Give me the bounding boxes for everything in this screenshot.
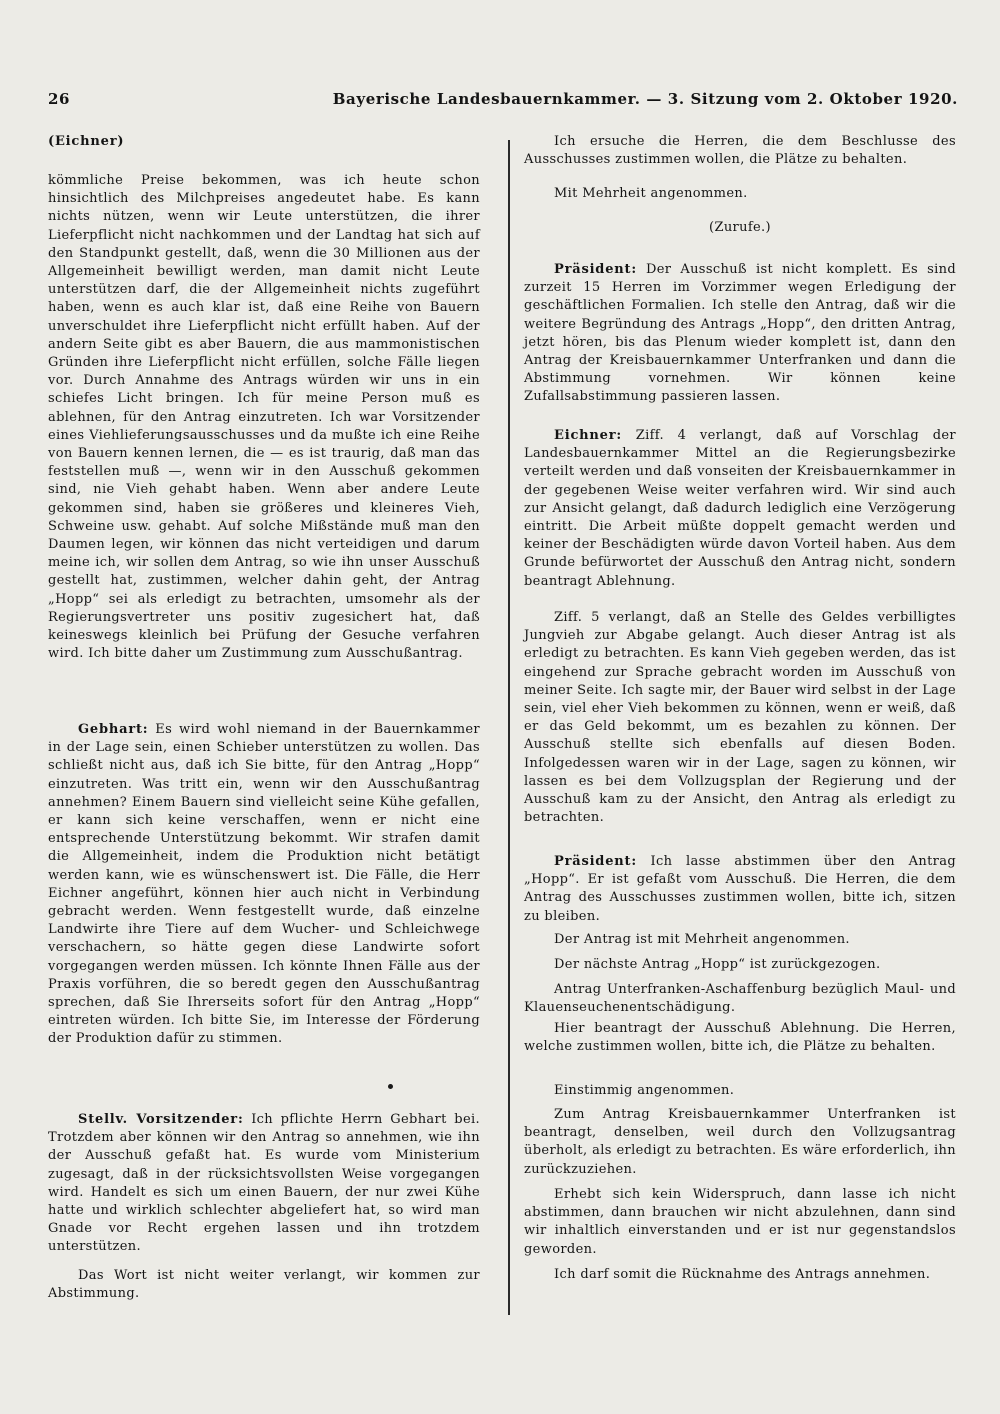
continued-speaker-tag: (Eichner) (48, 134, 125, 149)
speaker-name: Präsident: (554, 262, 637, 277)
paragraph-praesident-2 (524, 853, 956, 926)
paragraph-ziff5: Ziff. 5 verlangt, daß an Stelle des Geldes verbilligtes Jungvieh zur Abgabe gelangt. Auch dieser Antrag ist als erledigt zu betrachten. Es kann Vieh gegeben werden, das ist eingehend zur Sprache gebracht worden im Ausschuß von meiner Seite. Ich sagte mir, der Bauer wird selbst in der Lage sein, viel eher Vieh bekommen zu können, wenn er weiß, daß er das Geld bekommt, um es bezahlen zu können. Der Ausschuß stellte sich ebenfalls auf diesen Boden. Infolgedessen waren wir in der Lage, sagen zu können, wir lassen es bei dem Vollzugsplan der Regierung und der Ausschuß kam zu der Ansicht, den Antrag als erledigt zu betrachten. (524, 610, 956, 826)
speaker-name: Eichner: (554, 428, 622, 443)
speaker-name: Gebhart: (78, 722, 149, 737)
paragraph-mehrheit: Mit Mehrheit angenommen. (554, 186, 748, 201)
paragraph-kreisbauernkammer: Zum Antrag Kreisbauernkammer Unterfranken ist beantragt, denselben, weil durch den Vollzugsantrag überholt, als erledigt zu betrachten. Es wäre erforderlich, ihn zurückzuziehen. (524, 1107, 956, 1177)
paragraph-zurufe: (Zurufe.) (709, 220, 771, 235)
paragraph-stellv-vorsitzender (48, 1111, 480, 1257)
speaker-name: Präsident: (554, 854, 637, 869)
paragraph-eichner-ziff4 (524, 427, 956, 591)
paragraph-ersuche: Ich ersuche die Herren, die dem Beschlusse des Ausschusses zustimmen wollen, die Plätze zu behalten. (524, 134, 956, 168)
speaker-name: Stellv. Vorsitzender: (78, 1112, 244, 1127)
paragraph-unterfranken-antrag: Antrag Unterfranken-Aschaffenburg bezüglich Maul- und Klauenseuchenentschädigung. (524, 982, 956, 1016)
speech-text: Ziff. 4 verlangt, daß auf Vorschlag der Landesbauernkammer Mittel an die Regierungsbezirke verteilt werden und daß vonseiten der Kreisbauernkammer in der gegebenen Weise weiter verfahren wird. Wir sind auch zur Ansicht gelangt, daß dadurch lediglich eine Verzögerung eintritt. Die Arbeit müßte doppelt gemacht werden und keiner der Beschädigten würde davon Vorteil haben. Aus dem Grunde befürwortet der Ausschuß den Antrag nicht, sondern beantragt Ablehnung. (524, 428, 956, 589)
paragraph-zurueckgezogen: Der nächste Antrag „Hopp“ ist zurückgezogen. (554, 957, 881, 972)
speech-text: Ich pflichte Herrn Gebhart bei. Trotzdem aber können wir den Antrag so annehmen, wie ihn der Ausschuß gefaßt hat. Es wurde vom Ministerium zugesagt, daß in der rücksichtsvollsten Weise vorgegangen wird. Handelt es sich um einen Bauern, der nur zwei Kühe hatte und wirklich schlechter abgeliefert hat, so wird man Gnade vor Recht ergehen lassen und ihn trotzdem unterstützen. (48, 1112, 480, 1255)
paragraph-angenommen: Der Antrag ist mit Mehrheit angenommen. (554, 932, 850, 947)
separator-dot (388, 1084, 393, 1089)
running-title: Bayerische Landesbauernkammer. — 3. Sitzung vom 2. Oktober 1920. (332, 90, 958, 108)
paragraph-praesident-1 (524, 261, 956, 407)
paragraph-widerspruch: Erhebt sich kein Widerspruch, dann lasse ich nicht abstimmen, dann brauchen wir nicht abzulehnen, dann sind wir inhaltlich einverstanden und er ist nur gegenstandslos geworden. (524, 1187, 956, 1257)
page-number: 26 (48, 90, 71, 108)
paragraph-ruecknahme: Ich darf somit die Rücknahme des Antrags annehmen. (554, 1267, 931, 1282)
paragraph-ablehnung: Hier beantragt der Ausschuß Ablehnung. Die Herren, welche zustimmen wollen, bitte ich, die Plätze zu behalten. (524, 1021, 956, 1055)
speech-text: Der Ausschuß ist nicht komplett. Es sind zurzeit 15 Herren im Vorzimmer wegen Erledigung der geschäftlichen Formalien. Ich stelle den Antrag, daß wir die weitere Begründung des Antrags „Hopp“, den dritten Antrag, jetzt hören, bis das Plenum wieder komplett ist, dann den Antrag der Kreisbauernkammer Unterfranken und dann die Abstimmung vornehmen. Wir können keine Zufallsabstimmung passieren lassen. (524, 262, 956, 405)
paragraph-gebhart (48, 721, 480, 1049)
speech-text: Ich lasse abstimmen über den Antrag „Hopp“. Er ist gefaßt vom Ausschuß. Die Herren, die dem Antrag des Ausschusses zustimmen wollen, bitte ich, sitzen zu bleiben. (524, 854, 956, 924)
right-column (524, 0, 956, 1414)
left-column (48, 0, 480, 1414)
paragraph-eichner-continued: kömmliche Preise bekommen, was ich heute schon hinsichtlich des Milchpreises angedeutet habe. Es kann nichts nützen, wenn wir Leute unterstützen, die ihrer Lieferpflicht nicht nachkommen und der Landtag hat sich auf den Standpunkt gestellt, daß, wenn die 30 Millionen aus der Allgemeinheit bewilligt werden, man damit nicht Leute unterstützen darf, die der Allgemeinheit nichts zugeführt haben, wenn es auch klar ist, daß eine Reihe von Bauern unverschuldet ihre Lieferpflicht nicht erfüllt haben. Auf der andern Seite gibt es aber Bauern, die aus mammonistischen Gründen ihre Lieferpflicht nicht erfüllen, solche Fälle liegen vor. Durch Annahme des Antrags würden wir uns in ein schiefes Licht bringen. Ich für meine Person muß es ablehnen, für den Antrag einzutreten. Ich war Vorsitzender eines Viehlieferungsausschusses und da mußte ich eine Reihe von Bauern kennen lernen, die — es ist traurig, daß man das feststellen muß —, wenn wir in den Ausschuß gekommen sind, nie Vieh gehabt haben. Wenn aber andere Leute gekommen sind, haben sie größeres und kleineres Vieh, Schweine usw. gehabt. Auf solche Mißstände muß man den Daumen legen, wir können das nicht verteidigen und darum meine ich, wir sollen dem Antrag, so wie ihn unser Ausschuß gestellt hat, zustimmen, welcher dahin geht, der Antrag „Hopp“ sei als erledigt zu betrachten, umsomehr als der Regierungsvertreter uns positiv zugesichert hat, daß keineswegs kleinlich bei Prüfung der Gesuche verfahren wird. Ich bitte daher um Zustimmung zum Ausschußantrag. (48, 173, 480, 662)
column-divider (508, 140, 510, 1315)
speech-text: Es wird wohl niemand in der Bauernkammer in der Lage sein, einen Schieber unterstützen zu wollen. Das schließt nicht aus, daß ich Sie bitte, für den Antrag „Hopp“ einzutreten. Was tritt ein, wenn wir den Ausschußantrag annehmen? Einem Bauern sind vielleicht seine Kühe gefallen, er kann sich keine verschaffen, wenn er nicht eine entsprechende Unterstützung bekommt. Wir strafen damit die Allgemeinheit, indem die Produktion nicht betätigt werden kann, wie es wünschenswert ist. Die Fälle, die Herr Eichner angeführt, können hier auch nicht in Verbindung gebracht werden. Wenn festgestellt wurde, daß einzelne Landwirte ihre Tiere auf dem Wucher- und Schleichwege verschachern, so hätte gegen diese Landwirte sofort vorgegangen werden müssen. Ich könnte Ihnen Fälle aus der Praxis vorführen, die so beredt gegen den Ausschußantrag sprechen, daß Sie Ihrerseits sofort für den Antrag „Hopp“ eintreten würden. Ich bitte Sie, im Interesse der Förderung der Produktion dafür zu stimmen. (48, 722, 480, 1047)
paragraph-einstimmig: Einstimmig angenommen. (554, 1083, 735, 1098)
paragraph-abstimmung: Das Wort ist nicht weiter verlangt, wir kommen zur Abstimmung. (48, 1268, 480, 1302)
